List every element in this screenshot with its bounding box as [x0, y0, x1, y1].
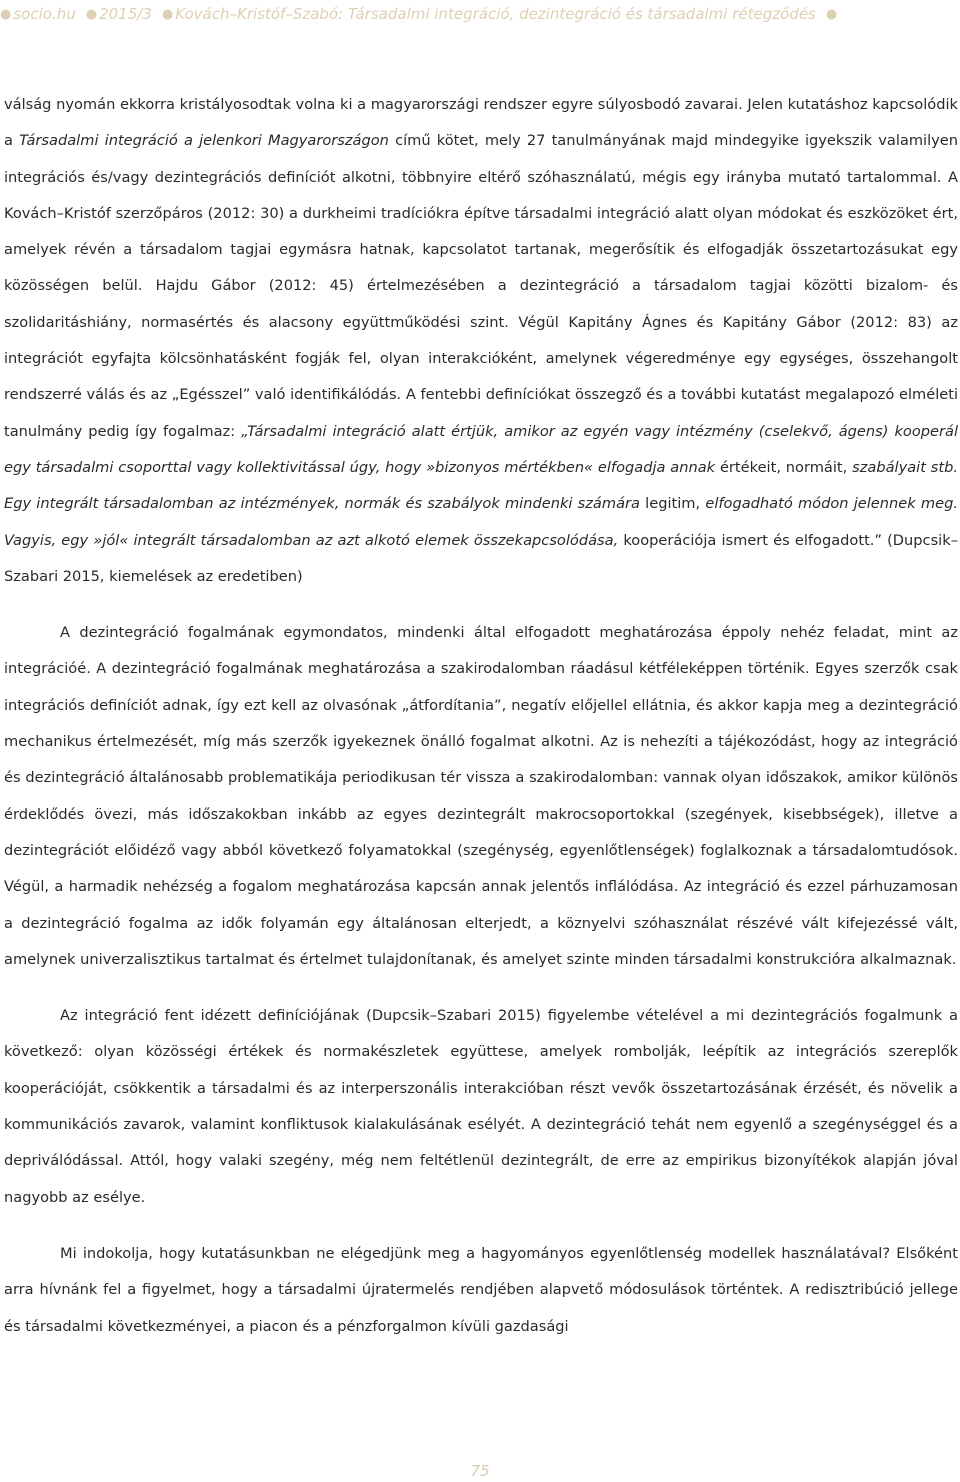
quotation-part-1: „Társadalmi integráció alatt értjük, amikor az egyén vagy intézmény (cselekvő, ágens) kooperál egy társadalmi csoporttal vagy kollektivitással úgy, hogy »bizonyos mértékben« elfogadja annak: [4, 422, 958, 476]
book-title: Társadalmi integráció a jelenkori Magyarországon: [19, 132, 389, 150]
running-header: [0, 3, 839, 25]
quotation-emphasis-1: értékeit, normáit,: [719, 458, 853, 476]
bullet-icon: ●: [161, 6, 174, 22]
paragraph-3: Az integráció fent idézett definíciójának (Dupcsik–Szabari 2015) figyelembe vételével a mi dezintegrációs fogalmunk a következő: olyan közösségi értékek és normakészletek együttese, amelyek rombolják, leépítik az integrációs szereplők kooperációját, csökkentik a társadalmi és az interperszonális interakcióban részt vevők összetartozásának érzését, és növelik a kommunikációs zavarok, valamint konfliktusok kialakulásának esélyét. A dezintegráció tehát nem egyenlő a szegénységgel és a depriválódással. Attól, hogy valaki szegény, még nem feltétlenül dezintegrált, de erre az empirikus bizonyítékok alapján jóval nagyobb az esélye.: [4, 1007, 958, 1206]
quotation-emphasis-2: legitim,: [645, 495, 706, 513]
quotation-part-3: elfogadható módon jelennek meg. Vagyis, egy »jól« integrált társadalomban az azt alkotó elemek összekapcsolódása,: [4, 495, 958, 549]
paragraph-1-part-1: válság nyomán ekkorra kristályosodtak volna ki a magyarországi rendszer egyre súlyosbodó zavarai. Jelen kutatáshoz kapcsolódik a: [4, 96, 958, 150]
bullet-icon: ●: [0, 6, 12, 22]
bullet-icon: ●: [85, 6, 98, 22]
paragraph-1-part-3: című kötet, mely 27 tanulmányának majd mindegyike igyekszik valamilyen integrációs és/vagy dezintegrációs definíciót alkotni, többnyire eltérő szóhasználatú, mégis egy irányba mutató tartalommal. A Kovách–Kristóf szerzőpáros (2012: 30) a durkheimi tradíciókra építve társadalmi integráció alatt olyan módokat és eszközöket ért, amelyek révén a társadalom tagjai egymásra hatnak, kapcsolatot tartanak, megerősítik és elfogadják összetartozásukat egy közösségen belül. Hajdu Gábor (2012: 45) értelmezésében a dezintegráció a társadalom tagjai közötti bizalom- és szolidaritáshiány, normasértés és alacsony együttműködési szint. Végül Kapitány Ágnes és Kapitány Gábor (2012: 83) az integrációt egyfajta kölcsönhatásként fogják fel, olyan interakcióként, amelynek végeredménye egy egységes, összehangolt rendszerré válás és az „Egésszel” való identifikálódás. A fentebbi definíciókat összegző és a további kutatást megalapozó elméleti tanulmány pedig így fogalmaz:: [4, 132, 959, 440]
page-number: 75: [470, 1462, 490, 1480]
header-site: socio.hu: [13, 5, 76, 23]
header-article-title: Kovách–Kristóf–Szabó: Társadalmi integráció, dezintegráció és társadalmi rétegződés: [175, 5, 816, 23]
quotation-part-2: szabályait stb. Egy integrált társadalomban az intézmények, normák és szabályok mindenki számára: [4, 458, 958, 513]
paragraph-1: [4, 87, 958, 595]
paragraph-2: A dezintegráció fogalmának egymondatos, mindenki által elfogadott meghatározása éppoly nehéz feladat, mint az integrációé. A dezintegráció fogalmának meghatározása a szakirodalomban ráadásul kétféleképpen történik. Egyes szerzők csak integrációs definíciót adnak, így ezt kell az olvasónak „átfordítania”, negatív előjellel ellátnia, és akkor kapja meg a dezintegráció mechanikus értelmezését, míg más szerzők igyekeznek önálló fogalmat alkotni. Az is nehezíti a tájékozódást, hogy az integráció és dezintegráció általánosabb problematikája periodikusan tér vissza a szakirodalomban: vannak olyan időszakok, amikor különös érdeklődés övezi, más időszakokban inkább az egyes dezintegrált makrocsoportokkal (szegények, kisebbségek), illetve a dezintegrációt előidéző vagy abból következő folyamatokkal (szegénység, egyenlőtlenségek) foglalkoznak a társadalomtudósok. Végül, a harmadik nehézség a fogalom meghatározása kapcsán annak jelentős inflálódása. Az integráció és ezzel párhuzamosan a dezintegráció fogalma az idők folyamán egy általánosan elterjedt, a köznyelvi szóhasználat részévé vált kifejezéssé vált, amelynek univerzalisztikus tartalmat és értelmet tulajdonítanak, és amelyet szinte minden társadalmi konstrukcióra alkalmaznak.: [4, 624, 958, 968]
quotation-end-citation: kooperációja ismert és elfogadott.” (Dupcsik–Szabari 2015, kiemelések az eredetiben): [4, 531, 958, 585]
article-body: [4, 87, 958, 1345]
header-issue: 2015/3: [99, 5, 152, 23]
paragraph-4: Mi indokolja, hogy kutatásunkban ne elégedjünk meg a hagyományos egyenlőtlenség modellek használatával? Elsőként arra hívnánk fel a figyelmet, hogy a társadalmi újratermelés rendjében alapvető módosulások történtek. A redisztribúció jellege és társadalmi következményei, a piacon és a pénzforgalmon kívüli gazdasági: [4, 1244, 958, 1335]
bullet-icon: ●: [825, 6, 838, 22]
